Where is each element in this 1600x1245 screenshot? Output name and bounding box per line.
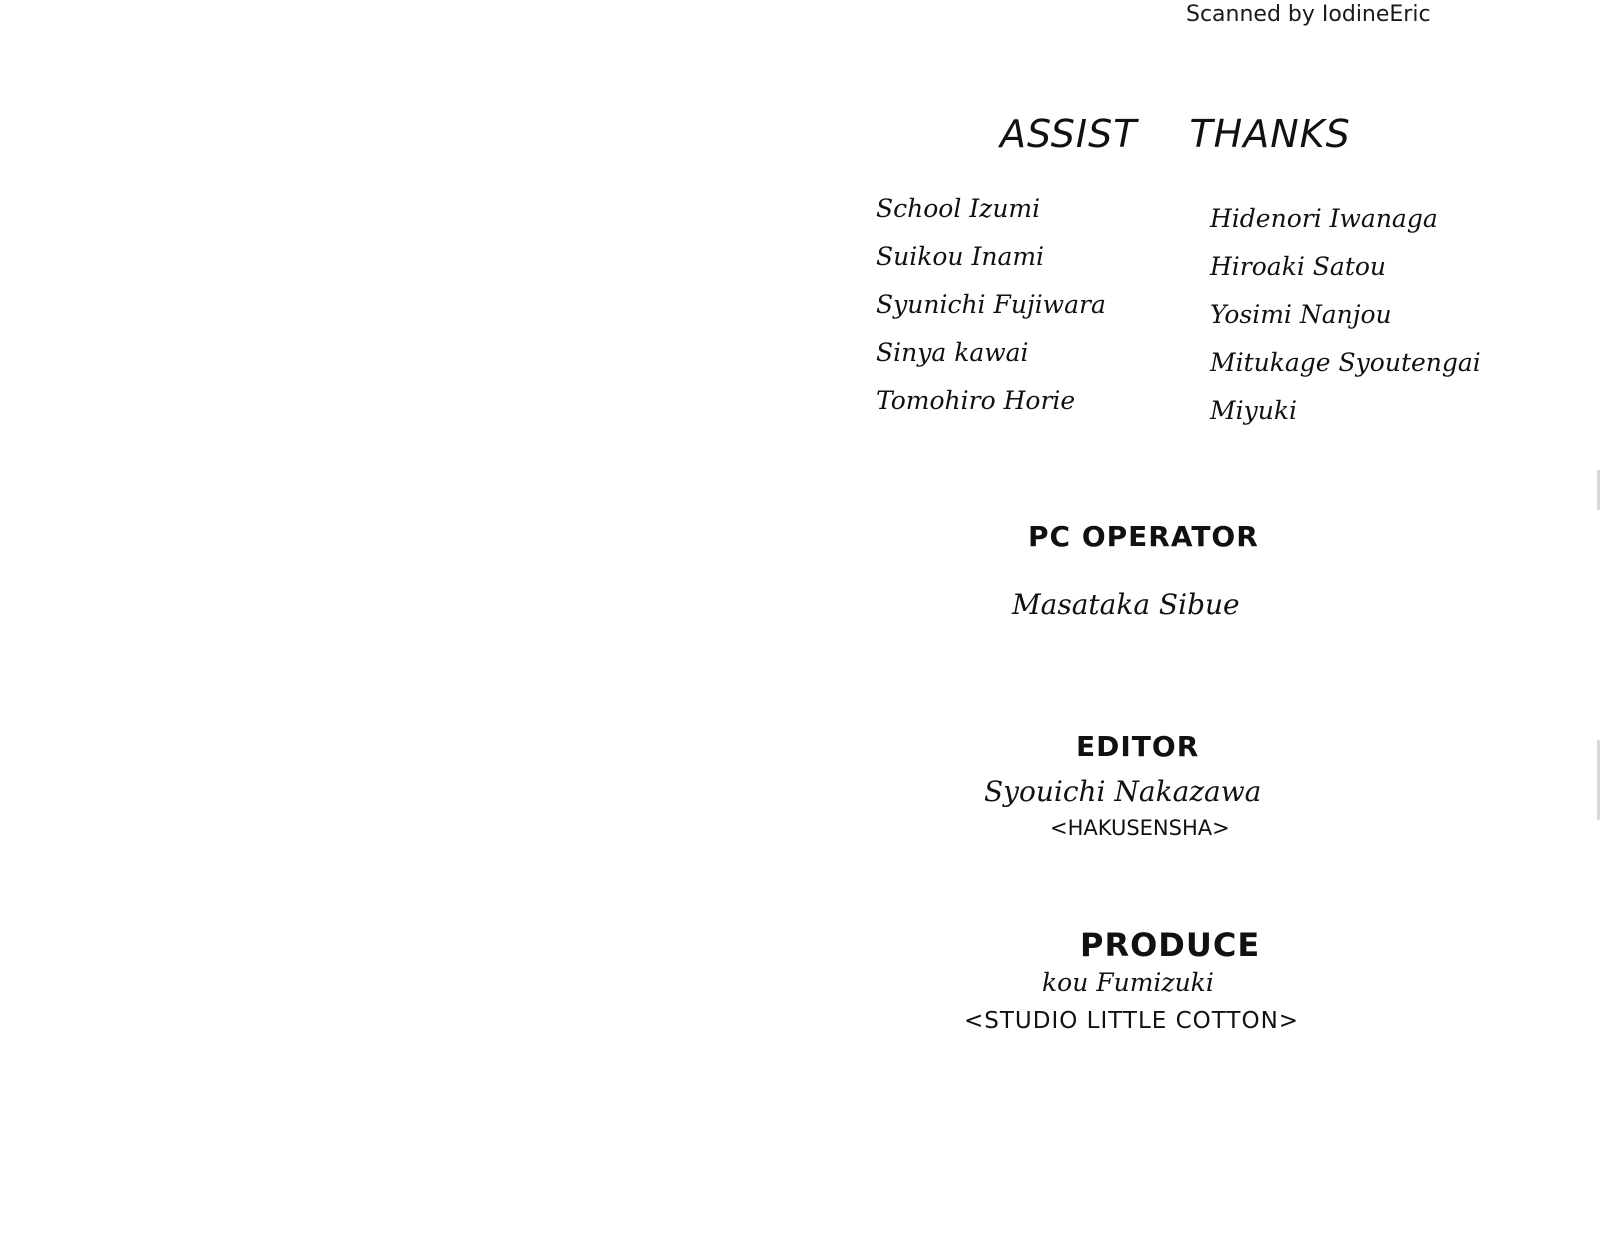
assist-name: Miyuki <box>1210 396 1297 425</box>
editor-name: Syouichi Nakazawa <box>984 775 1262 808</box>
assist-names-left-column <box>876 194 1106 434</box>
editor-company: <HAKUSENSHA> <box>1050 816 1230 840</box>
editor-heading: EDITOR <box>1076 730 1200 763</box>
produce-company: <STUDIO LITTLE COTTON> <box>964 1008 1300 1034</box>
assist-name: Syunichi Fujiwara <box>876 290 1106 319</box>
assist-name: Hidenori Iwanaga <box>1210 204 1438 233</box>
assist-name: Mitukage Syoutengai <box>1210 348 1481 377</box>
assist-name: Hiroaki Satou <box>1210 252 1387 281</box>
pc-operator-heading: PC OPERATOR <box>1028 520 1259 553</box>
assist-name: Sinya kawai <box>876 338 1029 367</box>
produce-name: kou Fumizuki <box>1042 968 1214 997</box>
assist-title-right: THANKS <box>1189 112 1351 156</box>
assist-name: Tomohiro Horie <box>876 386 1076 415</box>
assist-name: Yosimi Nanjou <box>1210 300 1392 329</box>
assist-title-left: ASSIST <box>1000 112 1138 156</box>
assist-name: Suikou Inami <box>876 242 1045 271</box>
assist-thanks-heading <box>1000 112 1351 156</box>
assist-names-right-column <box>1210 204 1481 444</box>
pc-operator-name: Masataka Sibue <box>1012 588 1240 621</box>
produce-heading: PRODUCE <box>1080 926 1261 964</box>
scan-credit: Scanned by IodineEric <box>1186 2 1431 27</box>
assist-name: School Izumi <box>876 194 1041 223</box>
